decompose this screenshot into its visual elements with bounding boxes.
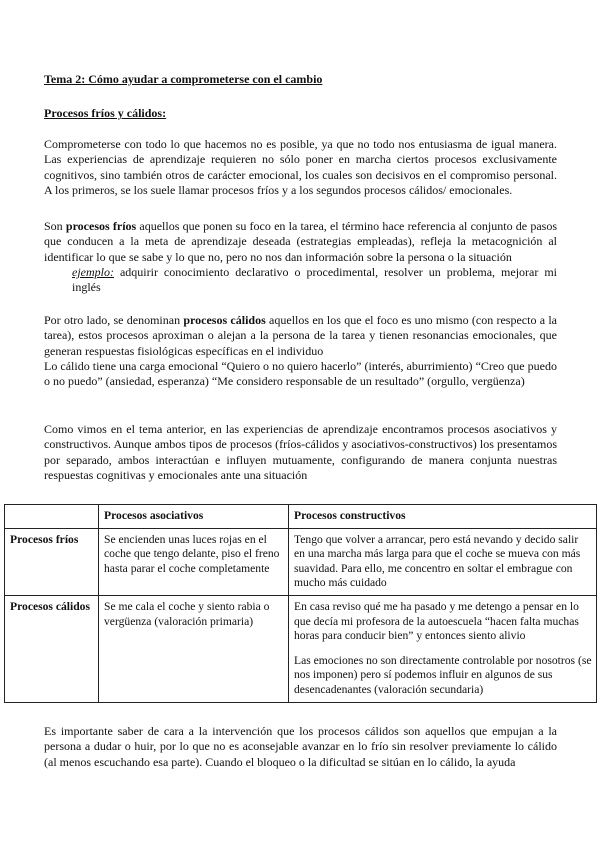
example-line — [44, 265, 557, 296]
cell-frios-constructivos: Tengo que volver a arrancar, pero está nevando y decido salir en una marcha más larga para que el coche se mueva con más suavidad. Para ello, me concentro en soltar el embrague con mucho más cuidado — [289, 528, 597, 595]
table-row — [5, 528, 597, 595]
term-procesos-calidos: procesos cálidos — [183, 313, 266, 327]
paragraph-asociativos-constructivos: Como vimos en el tema anterior, en las experiencias de aprendizaje encontramos procesos asociativos y constructivos. Aunque ambos tipos de procesos (fríos-cálidos y asociativos-constructivos) los presentamos por separado, ambos interactúan e influyen mutuamente, configurando de manera conjunta nuestras respuestas cognitivas y emocionales ante una situación — [44, 422, 557, 482]
header-empty — [5, 505, 99, 529]
table-row — [5, 595, 597, 702]
text: aquellos que ponen su foco en la tarea, el término hace referencia al conjunto de pasos que conducen a la meta de aprendizaje deseada (estrategias empleadas), refleja la metacognición al identificar lo que se sabe y lo que no, pero no nos dan información sobre la persona o la situación — [44, 219, 557, 264]
cell-frios-asociativos: Se encienden unas luces rojas en el coche que tengo delante, piso el freno hasta parar el coche completamente — [99, 528, 289, 595]
text: Son — [44, 219, 66, 233]
paragraph-carga-emocional: Lo cálido tiene una carga emocional “Quiero o no quiero hacerlo” (interés, aburrimiento) “Creo que puedo o no puedo” (ansiedad, esperanza) “Me considero responsable de un resultado” (orgullo, vergüenza) — [44, 358, 557, 389]
cell-text: En casa reviso qué me ha pasado y me detengo a pensar en lo que decía mi profesora de la autoescuela “hacen falta muchas horas para conducir bien” y entonces siento alivio — [294, 599, 579, 643]
row-label-frios: Procesos fríos — [5, 528, 99, 595]
text: Por otro lado, se denominan — [44, 313, 184, 327]
row-label-calidos: Procesos cálidos — [5, 595, 99, 702]
cell-calidos-asociativos: Se me cala el coche y siento rabia o vergüenza (valoración primaria) — [99, 595, 289, 702]
header-asociativos: Procesos asociativos — [99, 505, 289, 529]
example-text: adquirir conocimiento declarativo o procedimental, resolver un problema, mejorar mi inglés — [72, 264, 557, 295]
text: aquellos en los que el foco es uno mismo (con respecto a la tarea), estos procesos aproximan o alejan a la persona de la tarea y tienen resonancias emocionales, que generan respuestas fisiológicas específicas en el individuo — [44, 313, 557, 358]
paragraph-intervencion: Es importante saber de cara a la intervención que los procesos cálidos son aquellos que empujan a la persona a dudar o huir, por lo que no es aconsejable avanzar en lo frío sin resolver previamente lo cálido (al menos escuchando esa parte). Cuando el bloqueo o la dificultad se sitúan en lo cálido, la ayuda — [44, 724, 557, 769]
example-label: ejemplo: — [72, 264, 114, 279]
paragraph-procesos-frios — [44, 219, 557, 295]
page-title: Tema 2: Cómo ayudar a comprometerse con el cambio — [44, 72, 323, 86]
comparison-table — [4, 504, 597, 703]
header-constructivos: Procesos constructivos — [289, 505, 597, 529]
cell-text: Las emociones no son directamente controlable por nosotros (se nos imponen) pero sí podemos influir en algunos de sus desencadenantes (valoración secundaria) — [294, 653, 592, 696]
cell-calidos-constructivos — [289, 595, 597, 702]
paragraph-procesos-calidos — [44, 313, 557, 389]
term-procesos-frios: procesos fríos — [65, 219, 137, 233]
paragraph-intro: Comprometerse con todo lo que hacemos no es posible, ya que no todo nos entusiasma de igual manera. Las experiencias de aprendizaje requieren no sólo poner en marcha ciertos procesos exclusivamente cognitivos, sino también otros de carácter emocional, los cuales son decisivos en el compromiso personal. A los primeros, se los suele llamar procesos fríos y a los segundos procesos cálidos/ emocionales. — [44, 137, 557, 197]
section-heading: Procesos fríos y cálidos: — [44, 106, 167, 120]
table-header-row — [5, 505, 597, 529]
